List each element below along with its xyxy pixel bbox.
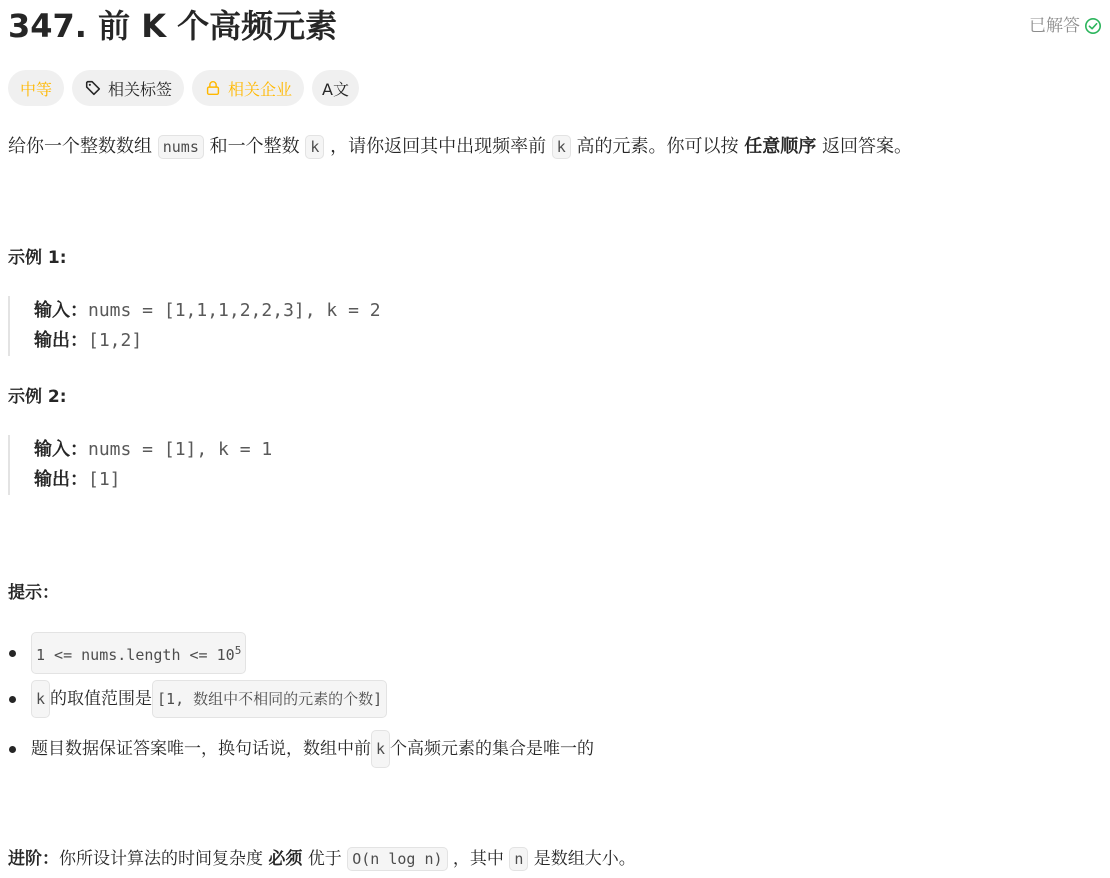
related-companies-label: 相关企业 bbox=[228, 79, 293, 99]
follow-up-bold: 必须 bbox=[268, 849, 303, 869]
desc-text: 和一个整数 bbox=[203, 136, 306, 157]
hint-text: 个高频元素的集合是唯一的 bbox=[390, 739, 595, 759]
difficulty-badge[interactable] bbox=[8, 70, 64, 106]
hint-item bbox=[8, 680, 387, 718]
input-value: nums = [1], k = 1 bbox=[88, 439, 273, 460]
bullet-icon bbox=[9, 696, 16, 703]
example-1-input bbox=[34, 296, 634, 326]
related-topics-button[interactable] bbox=[72, 70, 184, 106]
related-topics-label: 相关标签 bbox=[108, 79, 173, 99]
solved-status bbox=[1029, 12, 1102, 40]
check-circle-icon bbox=[1084, 17, 1102, 35]
example-2-title: 示例 2: bbox=[8, 387, 67, 407]
code-range: [1, 数组中不相同的元素的个数] bbox=[152, 680, 387, 718]
problem-description bbox=[8, 130, 912, 164]
output-value: [1,2] bbox=[88, 330, 143, 351]
code-nums: nums bbox=[158, 135, 204, 159]
input-label: 输入： bbox=[34, 439, 88, 460]
tag-icon bbox=[84, 79, 102, 97]
difficulty-label: 中等 bbox=[20, 79, 53, 99]
example-1-output bbox=[34, 326, 634, 356]
hint-item bbox=[8, 730, 594, 768]
code-k: k bbox=[371, 730, 390, 768]
code-k: k bbox=[31, 680, 50, 718]
output-label: 输出： bbox=[34, 330, 88, 351]
output-value: [1] bbox=[88, 469, 121, 490]
tag-bar bbox=[8, 70, 359, 106]
example-1-title: 示例 1: bbox=[8, 248, 67, 268]
lock-icon bbox=[204, 79, 222, 97]
related-companies-button[interactable] bbox=[192, 70, 304, 106]
desc-text: 给你一个整数数组 bbox=[8, 136, 158, 157]
follow-up-text: 是数组大小。 bbox=[528, 849, 636, 869]
example-2-output bbox=[34, 465, 634, 495]
bullet-icon bbox=[9, 746, 16, 753]
translate-button[interactable] bbox=[312, 70, 359, 106]
code-k: k bbox=[305, 135, 324, 159]
example-2-block bbox=[8, 435, 634, 495]
follow-up bbox=[8, 843, 636, 875]
constraint-exponent: 5 bbox=[234, 644, 242, 657]
hints-title: 提示： bbox=[8, 583, 59, 603]
follow-up-label: 进阶： bbox=[8, 849, 59, 869]
code-constraint-length bbox=[31, 632, 246, 674]
code-complexity: O(n log n) bbox=[347, 847, 447, 871]
bullet-icon bbox=[9, 650, 16, 657]
output-label: 输出： bbox=[34, 469, 88, 490]
follow-up-text: 优于 bbox=[302, 849, 348, 869]
desc-text: 高的元素。你可以按 bbox=[570, 136, 745, 157]
example-1-block bbox=[8, 296, 634, 356]
input-label: 输入： bbox=[34, 300, 88, 321]
title-row bbox=[8, 4, 1102, 48]
hint-text: 题目数据保证答案唯一，换句话说，数组中前 bbox=[31, 739, 371, 759]
follow-up-text: ，其中 bbox=[447, 849, 510, 869]
code-n: n bbox=[509, 847, 528, 871]
input-value: nums = [1,1,1,2,2,3], k = 2 bbox=[88, 300, 381, 321]
code-k: k bbox=[552, 135, 571, 159]
translate-icon: A文 bbox=[322, 79, 349, 99]
desc-text: 返回答案。 bbox=[816, 136, 913, 157]
hint-text: 的取值范围是 bbox=[50, 689, 153, 709]
constraint-text: 1 <= nums.length <= 10 bbox=[36, 646, 235, 664]
desc-bold: 任意顺序 bbox=[744, 136, 817, 157]
hint-item bbox=[8, 632, 246, 674]
desc-text: ，请你返回其中出现频率前 bbox=[324, 136, 552, 157]
follow-up-text: 你所设计算法的时间复杂度 bbox=[59, 849, 269, 869]
solved-label: 已解答 bbox=[1029, 16, 1080, 36]
example-2-input bbox=[34, 435, 634, 465]
problem-title: 347. 前 K 个高频元素 bbox=[8, 7, 338, 45]
